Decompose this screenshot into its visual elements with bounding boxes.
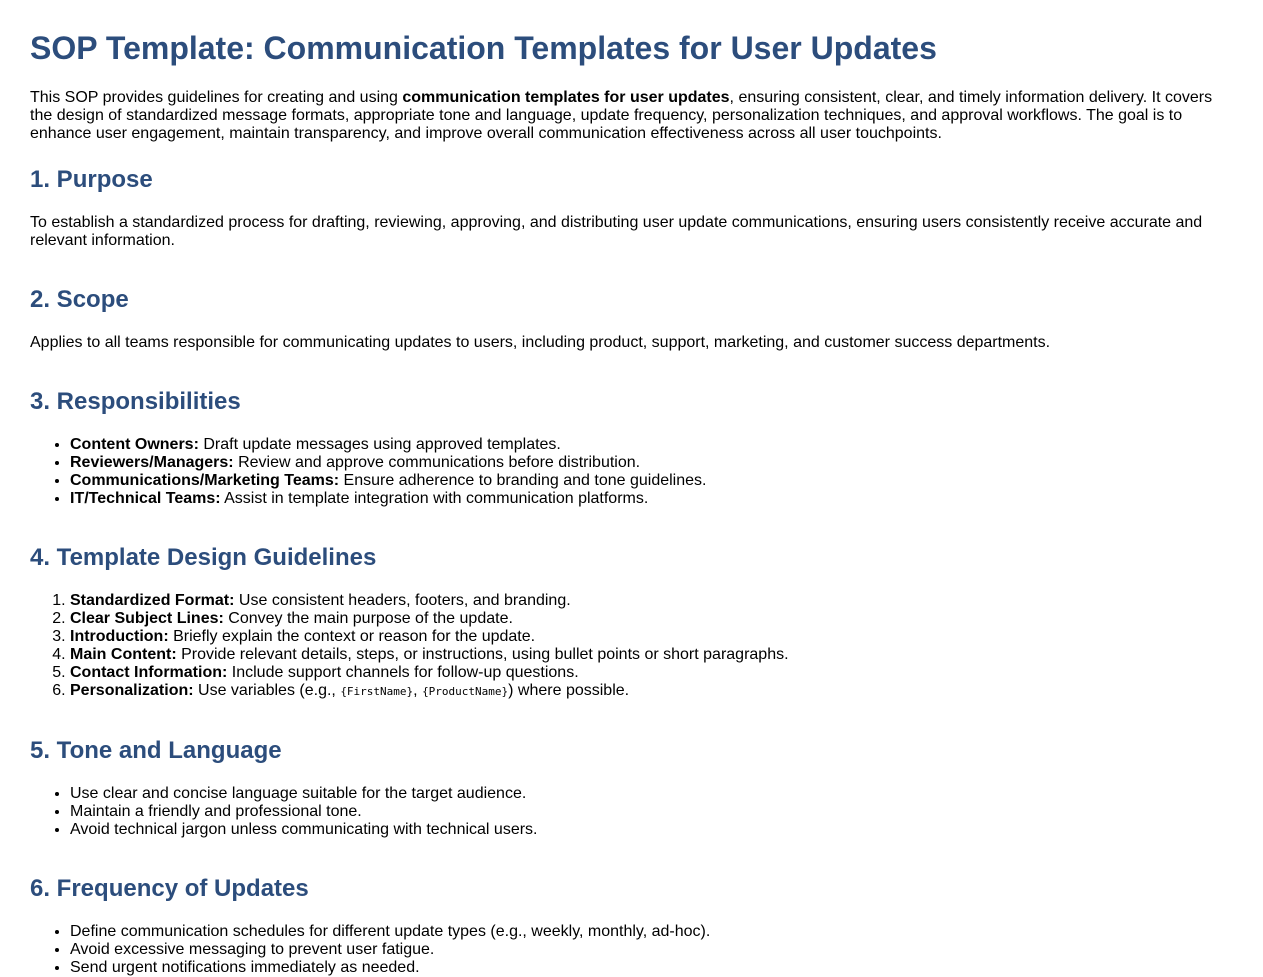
list-item: • Avoid excessive messaging to prevent user fatigue. <box>70 941 1233 959</box>
variable-code: {FirstName} <box>340 685 414 698</box>
list-item-label: Personalization: <box>70 682 194 699</box>
list-item-text: Provide relevant details, steps, or instructions, using bullet points or short paragraphs. <box>176 646 789 663</box>
list-item: • Send urgent notifications immediately as needed. <box>70 959 1233 977</box>
list-item <box>70 682 1233 701</box>
purpose-text: To establish a standardized process for drafting, reviewing, approving, and distributing user update communications, ensuring users consistently receive accurate and relevant information. <box>30 214 1203 249</box>
page-title: SOP Template: Communication Templates for User Updates <box>30 30 937 66</box>
list-item-label: Standardized Format: <box>70 592 235 609</box>
scope-heading: 2. Scope <box>30 286 129 313</box>
list-item: • Avoid technical jargon unless communicating with technical users. <box>70 821 1233 839</box>
list-item: • Maintain a friendly and professional tone. <box>70 803 1233 821</box>
list-item <box>70 454 1233 472</box>
list-item <box>70 472 1233 490</box>
list-item-text: Convey the main purpose of the update. <box>223 610 513 627</box>
list-item-label: Introduction: <box>70 628 169 645</box>
variable-code: {ProductName} <box>422 685 509 698</box>
list-item-label: Main Content: <box>70 646 177 663</box>
intro-text-end: , ensuring consistent, clear, and timely information delivery. It covers the design of standardized message formats, appropriate tone and language, update frequency, personalization techniques, and approval workflows. The goal is to enhance user engagement, maintain transparency, and improve overall communication effectiveness across all user touchpoints. <box>30 89 1213 142</box>
list-item-text: Use consistent headers, footers, and branding. <box>234 592 571 609</box>
responsibilities-list <box>30 436 1233 508</box>
responsibilities-heading: 3. Responsibilities <box>30 388 241 415</box>
list-item-text: Draft update messages using approved templates. <box>198 436 561 453</box>
list-item-label: Communications/Marketing Teams: <box>70 472 340 489</box>
design-heading: 4. Template Design Guidelines <box>30 544 377 571</box>
scope-text: Applies to all teams responsible for communicating updates to users, including product, support, marketing, and customer success departments. <box>30 334 1051 351</box>
list-item <box>70 610 1233 628</box>
purpose-heading: 1. Purpose <box>30 166 153 193</box>
list-item <box>70 490 1233 508</box>
list-item-text: Ensure adherence to branding and tone guidelines. <box>339 472 707 489</box>
list-item <box>70 664 1233 682</box>
list-item <box>70 628 1233 646</box>
list-item-label: Content Owners: <box>70 436 199 453</box>
list-item-text: Review and approve communications before distribution. <box>233 454 641 471</box>
list-item-text: Use variables (e.g., <box>193 682 341 699</box>
list-item-label: Clear Subject Lines: <box>70 610 224 627</box>
list-item <box>70 436 1233 454</box>
intro-text-start: This SOP provides guidelines for creating and using <box>30 89 403 106</box>
design-guidelines-list <box>30 592 1233 701</box>
frequency-heading: 6. Frequency of Updates <box>30 875 309 902</box>
list-item-text: Include support channels for follow-up questions. <box>227 664 579 681</box>
list-item-label: Reviewers/Managers: <box>70 454 234 471</box>
list-item: • Define communication schedules for different update types (e.g., weekly, monthly, ad-hoc). <box>70 923 1233 941</box>
list-item-label: IT/Technical Teams: <box>70 490 221 507</box>
list-item-text: ) where possible. <box>508 682 630 699</box>
intro-paragraph <box>30 89 1233 143</box>
list-item <box>70 592 1233 610</box>
tone-list <box>30 785 1233 839</box>
list-item-label: Contact Information: <box>70 664 228 681</box>
intro-bold-text: communication templates for user updates <box>402 89 730 106</box>
frequency-list <box>30 923 1233 977</box>
variable-separator: , <box>413 682 423 699</box>
list-item: • Use clear and concise language suitable for the target audience. <box>70 785 1233 803</box>
list-item-text: Briefly explain the context or reason for the update. <box>168 628 536 645</box>
list-item <box>70 646 1233 664</box>
tone-heading: 5. Tone and Language <box>30 737 282 764</box>
list-item-text: Assist in template integration with communication platforms. <box>220 490 649 507</box>
